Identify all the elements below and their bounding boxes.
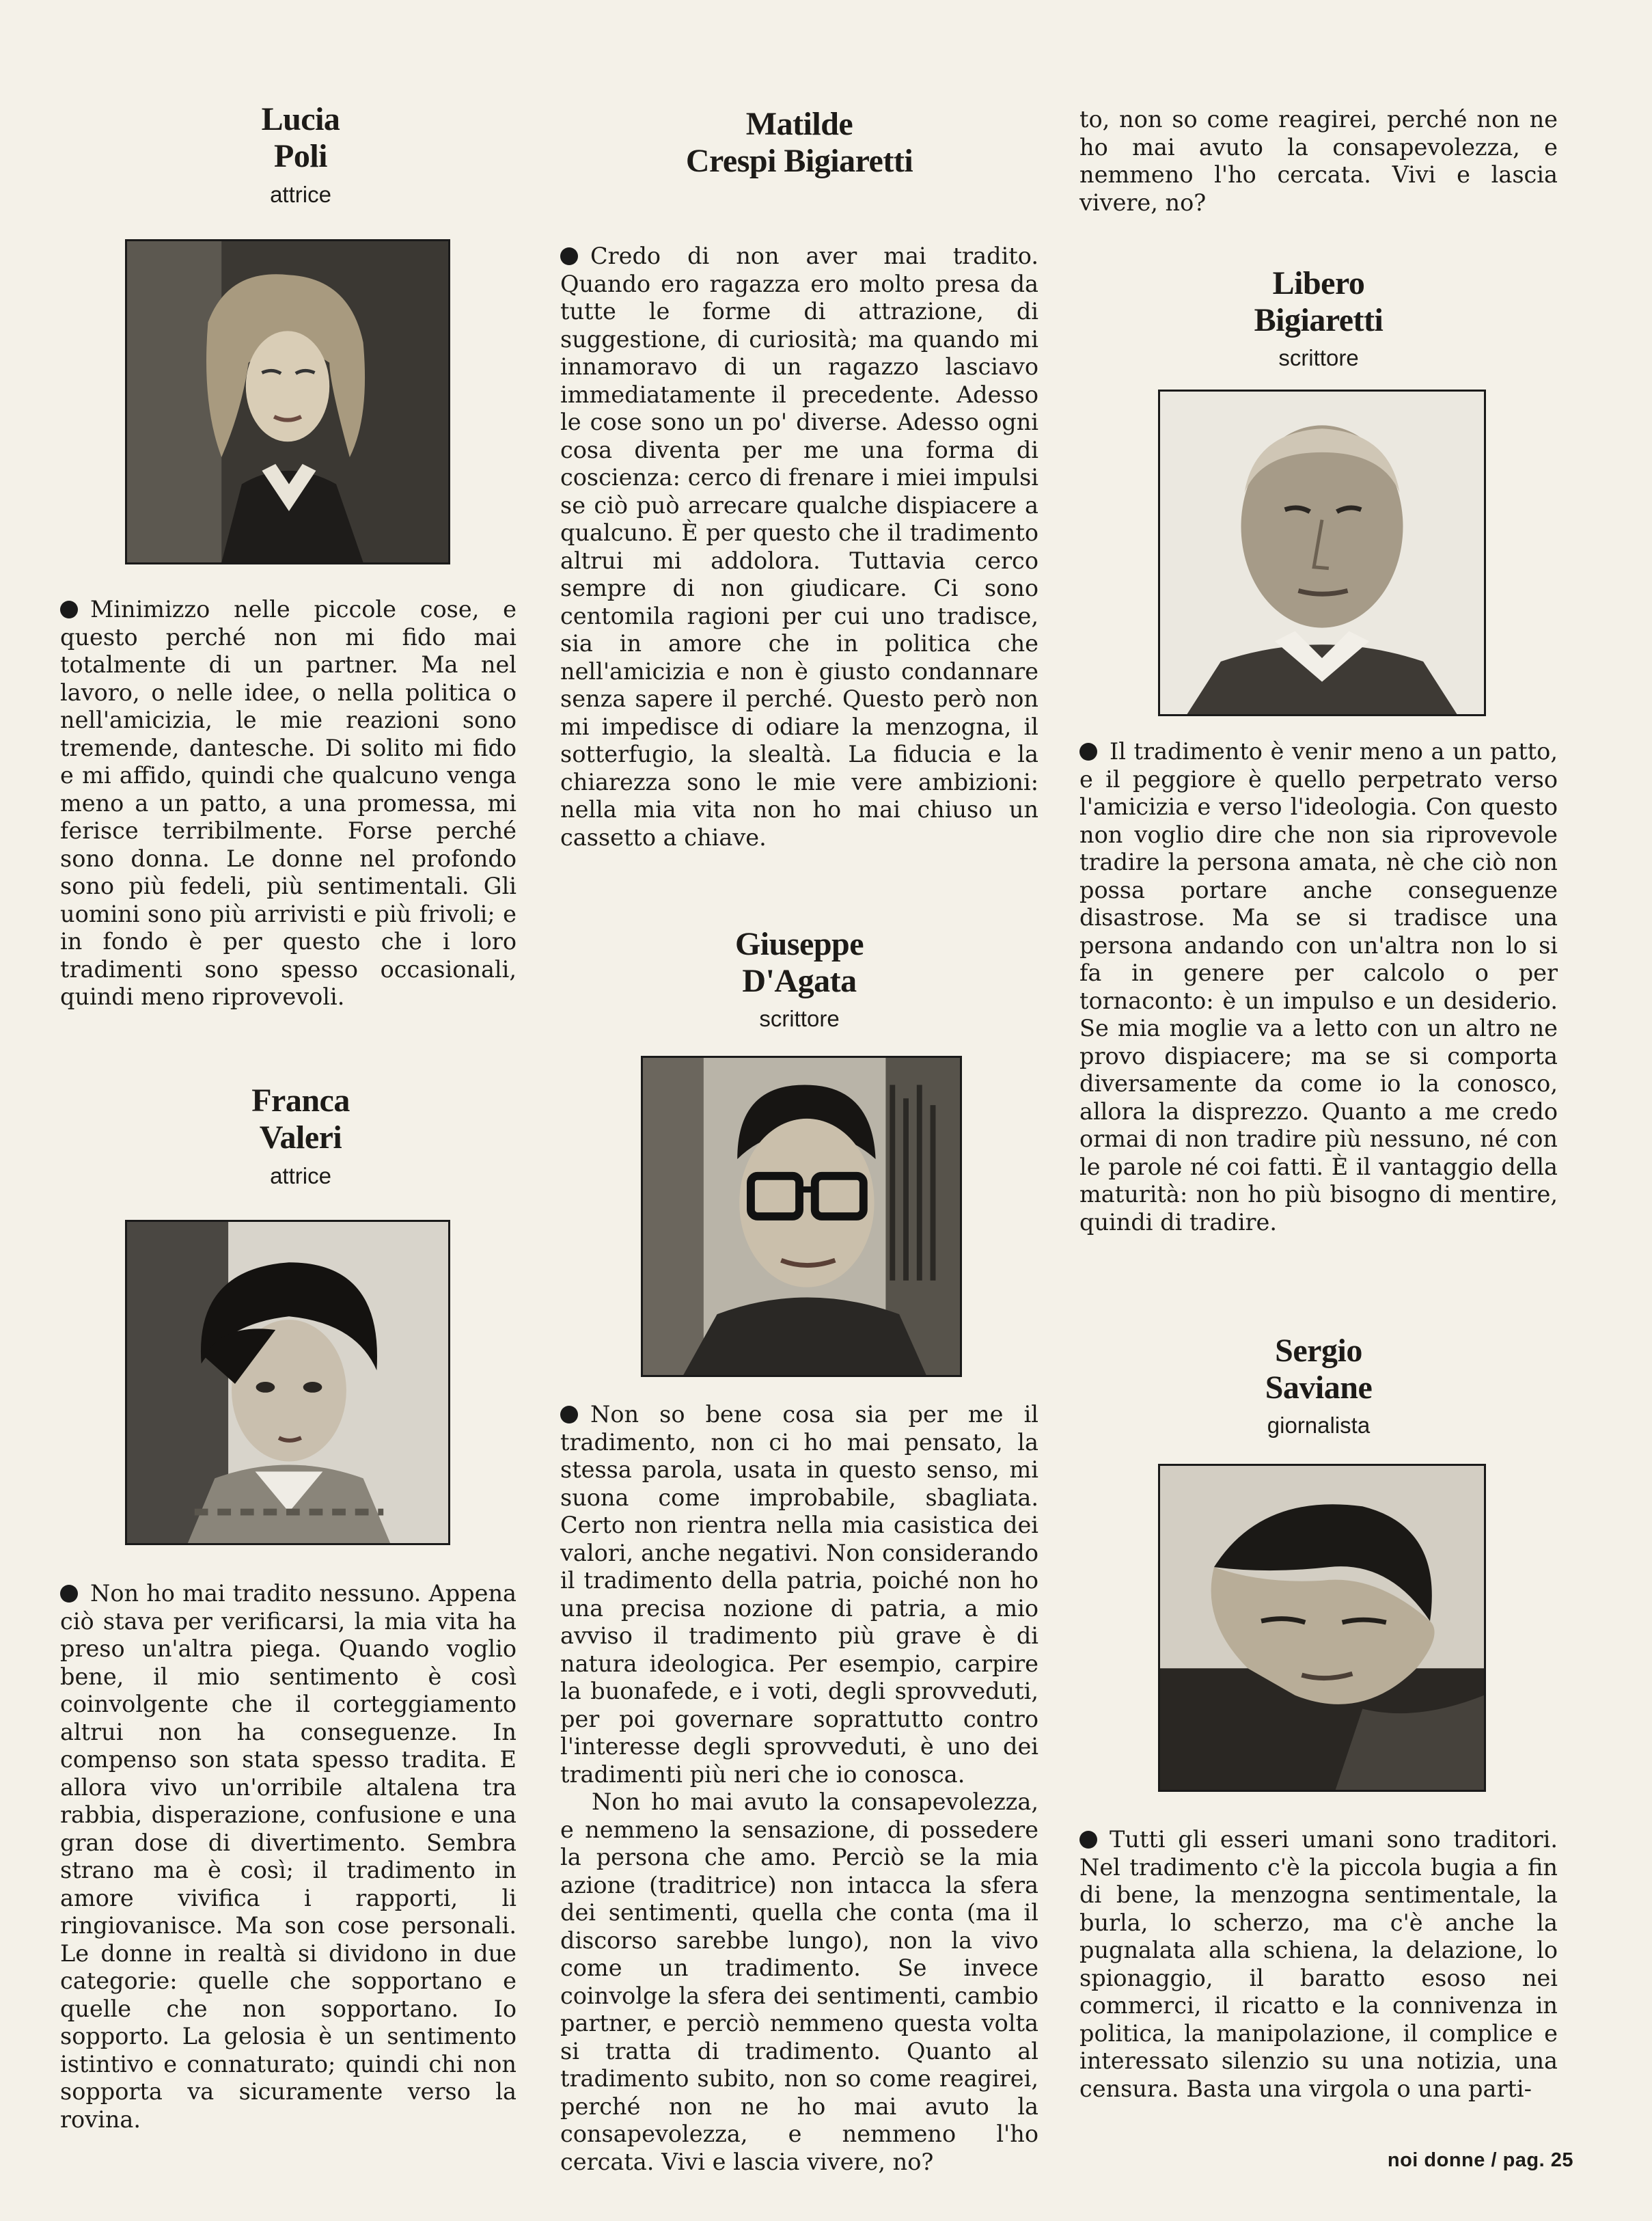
first-name: Libero — [1272, 265, 1365, 301]
answer-paragraph-continued: to, non so come reagirei, perché non ne ho mai avuto la consapevolezza, e nemmeno l'ho cercata. Vivi e lascia vivere, no? — [1079, 106, 1558, 216]
answer-text: Tutti gli esseri umani sono traditori. Nel tradimento c'è la piccola bugia a fin di bene, la menzogna sentimentale, la burla, lo scherzo, ma c'è anche la pugnalata alla schiena, la delazione, lo spionaggio, il baratto esoso nei commerci, il ricatto e la connivenza in politica, la manipolazione, il complice e interessato silenzio su una notizia, una censura. Basta una virgola o una parti- — [1079, 1826, 1558, 2102]
bullet-icon — [1079, 743, 1097, 761]
profile-name-franca-valeri — [205, 1082, 396, 1156]
first-name: Franca — [251, 1082, 350, 1119]
profile-text-matilde-crespi-bigiaretti — [560, 243, 1038, 851]
portrait-photo-libero-bigiaretti — [1158, 390, 1486, 716]
profile-role: scrittore — [759, 1006, 840, 1031]
answer-text: Il tradimento è venir meno a un patto, e il peggiore è quello perpetrato verso l'amicizia e verso l'ideologia. Con questo non voglio dire che non sia riprovevole tradire la persona amata, nè che ciò non possa portare anche conseguenze disastrose. Ma se si tradisce una persona andando con un'altra non lo si fa in genere per calcolo o per tornaconto: è un impulso e un desiderio. Se mia moglie va a letto con un altro ne provo dispiacere; ma se si comporta diversamente da come io la conosco, allora la disprezzo. Quanto a me credo ormai di non tradire più nessuno, né con le parole né coi fatti. È il vantaggio della maturità: non ho più bisogno di mentire, quindi di tradire. — [1079, 738, 1558, 1236]
answer-paragraph — [560, 243, 1038, 851]
portrait-image — [643, 1058, 960, 1375]
profile-role: attrice — [270, 1163, 331, 1188]
portrait-photo-franca-valeri — [125, 1220, 450, 1545]
profile-text-libero-bigiaretti — [1079, 738, 1558, 1236]
last-name: Valeri — [259, 1119, 342, 1156]
profile-name-lucia-poli — [225, 101, 376, 175]
first-name: Lucia — [261, 101, 340, 137]
last-name: Saviane — [1265, 1370, 1373, 1406]
page-footer — [1388, 2149, 1573, 2172]
magazine-name: noi donne — [1387, 2149, 1485, 2171]
bullet-icon — [60, 601, 78, 618]
portrait-photo-sergio-saviane — [1158, 1464, 1486, 1792]
answer-paragraph — [60, 1580, 517, 2134]
bullet-icon — [560, 1406, 578, 1423]
bullet-icon — [60, 1585, 78, 1603]
page-number: / pag. 25 — [1491, 2149, 1573, 2171]
bullet-icon — [1079, 1831, 1097, 1849]
answer-paragraph — [1079, 738, 1558, 1236]
first-name: Giuseppe — [734, 926, 864, 962]
profile-name-giuseppe-dagata — [683, 926, 916, 1000]
last-name: D'Agata — [742, 963, 857, 999]
portrait-image — [1160, 1466, 1484, 1790]
profile-text-giuseppe-dagata-continued — [1079, 106, 1558, 217]
bullet-icon — [560, 247, 578, 265]
portrait-image — [127, 1222, 448, 1543]
portrait-photo-giuseppe-dagata — [641, 1056, 962, 1377]
last-name: Bigiaretti — [1254, 302, 1383, 338]
answer-text: Non ho mai tradito nessuno. Appena ciò stava per verificarsi, la mia vita ha preso un'altra piega. Quando voglio bene, il mio sentimento è così coinvolgente che il corteggiamento altrui non ha conseguenze. In compenso son stata spesso tradita. E allora vivo un'orribile altalena tra rabbia, disperazione, confusione e una gran dose di divertimento. Sembra strano ma è così; il tradimento in amore vivifica i rapporti, li ringiovanisce. Ma son cose personali. Le donne in realtà si dividono in due categorie: quelle che sopportano e quelle che non sopportano. Io sopporto. La gelosia è un sentimento istintivo e connaturato; quindi chi non sopporta va sicuramente verso la rovina. — [60, 1580, 517, 2133]
profile-name-sergio-saviane — [1216, 1333, 1421, 1406]
answer-paragraph — [60, 596, 517, 1011]
last-name: Poli — [274, 138, 327, 174]
profile-role: attrice — [270, 182, 331, 207]
answer-text: Non so bene cosa sia per me il tradimento, non ci ho mai pensato, la stessa parola, usata in questo senso, mi suona come improbabile, sbagliata. Certo non rientra nella mia casistica dei valori, anche negativi. Non considerando il tradimento della patria, poiché non ho una precisa nozione di patria, a mio avviso il tradimento più grave è di natura ideologica. Per esempio, carpire la buonafede, e i voti, degli sprovveduti, per poi governare soprattutto contro l'interesse degli sprovveduti, è uno dei tradimenti più neri che io conosca. — [560, 1401, 1038, 1788]
first-name: Matilde — [745, 106, 853, 142]
answer-paragraph: Non ho mai avuto la consapevolezza, e nemmeno la sensazione, di possedere la persona che amo. Perciò se la mia azione (traditrice) non intacca la sfera dei sentimenti, quella che conta (ma il discorso sarebbe lungo), non la vivo come un tradimento. Se invece coinvolge la sfera dei sentimenti, cambio partner, e perciò nemmeno questa volta si tratta di tradimento. Quanto al tradimento subito, non so come reagirei, perché non ne ho mai avuto la consapevolezza, e nemmeno l'ho cercata. Vivi e lascia vivere, no? — [560, 1788, 1038, 2175]
profile-text-sergio-saviane — [1079, 1826, 1558, 2103]
profile-text-giuseppe-dagata — [560, 1401, 1038, 2175]
profile-role: scrittore — [1278, 345, 1359, 370]
portrait-image — [1160, 392, 1484, 714]
answer-text: Minimizzo nelle piccole cose, e questo perché non mi fido mai totalmente di un partner. Ma nel lavoro, o nelle idee, o nella politica o nell'amicizia, le mie reazioni sono tremende, dantesche. Di solito mi fido e mi affido, quindi che qualcuno venga meno a un patto, a una promessa, mi ferisce terribilmente. Forse perché sono donna. Le donne nel profondo sono più fedeli, più sentimentali. Gli uomini sono più arrivisti e più frivoli; e in fondo è per questo che i loro tradimenti sono spesso occasionali, quindi meno riprovevoli. — [60, 596, 517, 1010]
first-name: Sergio — [1275, 1333, 1362, 1369]
answer-paragraph — [560, 1401, 1038, 1788]
profile-text-lucia-poli — [60, 596, 517, 1011]
profile-name-libero-bigiaretti — [1209, 265, 1428, 339]
portrait-image — [127, 241, 448, 562]
profile-name-matilde-crespi-bigiaretti — [615, 106, 984, 180]
answer-text: Credo di non aver mai tradito. Quando ero ragazza ero molto presa da tutte le forme di attrazione, di suggestione, di curiosità; ma quando mi innamoravo di un ragazzo lasciavo immediatamente il precedente. Adesso le cose sono un po' diverse. Adesso ogni cosa diventa per me una forma di coscienza: cerco di frenare i miei impulsi se ciò può arrecare qualche dispiacere a qualcuno. È per questo che il tradimento altrui mi addolora. Tuttavia cerco sempre di non giudicare. Ci sono centomila ragioni per cui uno tradisce, sia in amore che in politica che nell'amicizia e non è giusto condannare senza sapere il perché. Questo però non mi impedisce di odiare la menzogna, il sotterfugio, la slealtà. La fiducia e la chiarezza sono le mie vere ambizioni: nella mia vita non ho mai chiuso un cassetto a chiave. — [560, 243, 1038, 851]
portrait-photo-lucia-poli — [125, 239, 450, 564]
answer-paragraph — [1079, 1826, 1558, 2103]
profile-text-franca-valeri — [60, 1580, 517, 2134]
last-name: Crespi Bigiaretti — [685, 143, 913, 179]
profile-role: giornalista — [1267, 1413, 1371, 1438]
